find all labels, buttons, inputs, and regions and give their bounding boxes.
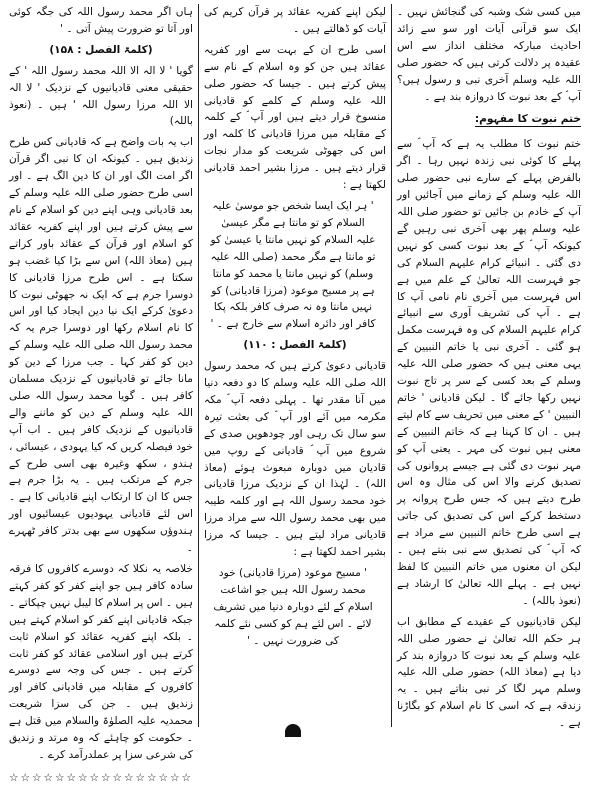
section-heading-text: ختم نبوت کا مفہوم:: [474, 113, 581, 126]
middle-quote-2: ' مسیح موعود (مرزا قادیانی) خود محمد رسول اللہ ہیں جو اشاعت اسلام کے لئے دوبارہ دنیا میں تشریف لائے ۔ اس لئے ہم کو کسی نئے کلمہ کی ضرورت نہیں ۔ ': [213, 567, 373, 647]
middle-paragraph-3: قادیانی دعویٰ کرتے ہیں کہ محمد رسول اللہ صلی اللہ علیہ وسلم کا دو دفعہ دنیا میں آنا مقدر تھا ۔ پہلی دفعہ آپ ؐ مکہ مکرمہ میں آئے اور آپ ؐ کی بعثت تیرہ سو سال تک رہی اور چودھویں صدی کے شروع میں آپ ؐ قادیانی کے روپ میں قادیان میں دوبارہ مبعوث ہوئے (معاذ اللہ) ۔ لہٰذا ان کے نزدیک مرزا قادیانی خود محمد رسول اللہ ہے اور کلمہ طیبہ میں بھی محمد رسول اللہ سے مراد مرزا قادیانی مراد لیتے ہیں ۔ جیسا کہ مرزا بشیر احمد لکھتا ہے :: [203, 360, 386, 559]
column-left: [4, 4, 198, 784]
column-right: [392, 4, 586, 730]
right-paragraph-2: ختم نبوت کا مطلب یہ ہے کہ آپ ؐ سے پہلے کا کوئی نبی زندہ نہیں رہا ۔ اگر بالفرض پہلے کے سارے نبی حضور صلی اللہ علیہ وسلم کے زمانے میں آجائیں اور آپ کے خادم بن جائیں تو حضور صلی اللہ علیہ وسلم پھر بھی آخری نبی رہیں گے کیونکہ آپ ؐ کے بعد نبوت کسی کو نہیں دی گئی ۔ انبیائے کرام علیہم السلام کی جو فہرست اللہ تعالیٰ کے علم میں ہے اس فہرست میں آخری نام نامی آپ کا ہے ۔ آپ کی تشریف آوری سے انبیائے کرام علیہم السلام کی وہ فہرست مکمل ہو گئی ۔ آخری نبی یا خاتم النبیین کے یہی معنی ہیں کہ حضور صلی اللہ علیہ وسلم کے بعد کسی کے سر پر تاج نبوت نہیں رکھا جائے گا ۔ لیکن قادیانی ' خاتم النبیین ' کے معنی میں تحریف سے کام لیتے ہیں ۔ ان کا کہنا ہے کہ خاتم النبیین کے معنی ہیں نبوت کی مہر ۔ یعنی آپ کو مہر نبوت دی گئی ہے جیسے پروانوں کی تصدیق کرنے والا اس کی مثال وہ اس طرح دیتے ہیں کہ جس طرح پروانہ پر دستخط کرکے اس کی تصدیق کی جاتی ہے اسی طرح خاتم النبیین سے مراد ہے کہ آپ ؐ کی تصدیق سے نبی بنتے ہیں ۔ لیکن ان معنوں میں خاتم النبیین کا لفظ نہیں ہے ۔ پہلے اللہ تعالیٰ کا ارشاد ہے (نعوذ باللہ) ۔: [397, 138, 581, 607]
end-stars-ornament: ☆☆☆☆☆☆☆☆☆☆☆☆☆☆☆☆: [9, 771, 193, 784]
section-heading-khatm-e-nubuwwat: [397, 111, 581, 130]
middle-paragraph-1: لیکن اپنے کفریہ عقائد پر قرآن کریم کی آیات کو ڈھالتے ہیں ۔: [203, 6, 386, 35]
left-paragraph-3: اب یہ بات واضح ہے کہ قادیانی کس طرح زندیق ہیں ۔ کیونکہ ان کا نبی اگر قرآن اگر امت الگ اور ان کا دین الگ ہے ۔ اور اسی طرح حضور صلی اللہ علیہ وسلم کے بعد قادیانی وہی اپنے دین کو اسلام کے نام سے پیش کرتے ہیں اور اپنے کفریہ عقائد کو اسلام اور قرآن کے عقائد باور کراتے ہیں (معاذ اللہ) اس سے بڑا کیا غضب ہو سکتا ہے ۔ اس طرح مرزا قادیانی کا دوسرا جرم ہے کہ ایک نہ جھوٹی نبوت کا دعویٰ کرکے ایک نیا دین ایجاد کیا اور اس کا نام اسلام رکھا اور دوسرا جرم یہ کہ محمد رسول اللہ صلی اللہ علیہ وسلم کے دین کو کفر کہا ۔ جب مرزا کے دین کو مانا جائے تو قادیانیوں کے نزدیک مسلمان کافر ہیں ۔ گویا محمد رسول اللہ صلی اللہ علیہ وسلم کے دین کو ماننے والے قادیانیوں کے نزدیک کافر ہیں ۔ اب آپ خود فیصلہ کریں کہ کیا یہودی ، عیسائی ، ہندو ، سکھ وغیرہ بھی اسی طرح کے جرم کے مرتکب ہیں ۔ یہ بڑا جرم ہے جس کا ان کا ارتکاب اپنے قادیانی کا ہے ۔ اس لئے قادیانی یہودیوں عیسائیوں اور ہندوؤں سکھوں سے بھی بدتر کافر ٹھہرے ۔: [8, 136, 193, 555]
right-paragraph-1: میں کسی شک وشبہ کی گنجائش نہیں ۔ ایک سو قرآنی آیات اور سو سے زائد احادیث مبارکہ مختلف انداز سے اس عقیدہ پر دلالت کرتی ہیں کہ حضور صلی اللہ علیہ وسلم آخری نبی و رسول ہیں؟ آپ ؐ کے بعد نبوت کا دروازہ بند ہے ۔: [397, 6, 581, 103]
left-reference: (کلمۃ الفصل : ۱۵۸): [49, 43, 153, 56]
middle-reference: (کلمۃ الفصل : ۱۱۰): [243, 339, 347, 352]
left-paragraph-2: گویا ' لا الہ الا اللہ محمد رسول اللہ ' کے حقیقی معنی قادیانیوں کے نزدیک ' لا الہ الا اللہ مرزا رسول اللہ ' ہیں ۔ (نعوذ باللہ): [8, 64, 193, 128]
page-number-tab: [285, 724, 301, 737]
middle-paragraph-2: اسی طرح ان کے بہت سے اور کفریہ عقائد ہیں جن کو وہ اسلام کے نام سے پیش کرتے ہیں ۔ جیسا کہ حضور صلی اللہ علیہ وسلم کے کلمے کو قادیانی منسوخ قرار دیتے ہیں اور آپ ؐ کے کلمہ کے مقابلہ میں مرزا قادیانی کا کلمہ اور اس کی جھوٹی شریعت کو مدار نجات قرار دیتے ہیں ۔ مرزا بشیر احمد قادیانی لکھتا ہے :: [203, 43, 386, 192]
left-paragraph-4: خلاصہ یہ نکلا کہ دوسرے کافروں کا فرقہ سادہ کافر ہیں جو اپنے کفر کو کفر کہتے ہیں ۔ اس پر اسلام کا لیبل نہیں چپکاتے ۔ جبکہ قادیانی اپنے کفر کو اسلام کہتے ہیں ۔ بلکہ اپنے کفریہ عقائد کو اسلام ثابت کرتے ہیں اور اسلامی عقائد کو کفر ثابت کرتے ہیں ۔ جس کی وجہ سے دوسرے کافروں کے مقابلہ میں قادیانی کافر اور زندیق ہیں ۔ جن کی سزا شریعت محمدیہ علیہ الصلوٰۃ والسلام میں قتل ہے ۔ حکومت کو چاہئے کہ وہ مرتد و زندیق کی شرعی سزا پر عملدرآمد کرے ۔: [8, 563, 193, 761]
middle-quote-1: ' ہر ایک ایسا شخص جو موسیٰ علیہ السلام کو تو مانتا ہے مگر عیسیٰ علیہ السلام کو نہیں مانتا یا عیسیٰ کو تو مانتا ہے مگر محمد (صلی اللہ علیہ وسلم) کو نہیں مانتا یا محمد کو مانتا ہے پر مسیح موعود (مرزا قادیانی) کو نہیں مانتا وہ نہ صرف کافر بلکہ پکا کافر اور دائرہ اسلام سے خارج ہے ۔ ': [210, 199, 376, 331]
left-paragraph-1: ہاں اگر محمد رسول اللہ کی جگہ کوئی اور آتا تو ضرورت پیش آتی ۔ ': [8, 6, 193, 35]
column-middle: [199, 4, 391, 727]
right-paragraph-3: لیکن قادیانیوں کے عقیدے کے مطابق اب ہر حکم اللہ تعالیٰ نے حضور صلی اللہ علیہ وسلم کے بعد نبوت کا دروازہ بند کر دیا ہے (معاذ اللہ) حضور صلی اللہ علیہ وسلم مہر لگا کر نبی بناتے ہیں ۔ یہ زندقہ ہے کہ اسی کا نام اسلام کو بگاڑنا ہے ۔: [397, 615, 581, 730]
